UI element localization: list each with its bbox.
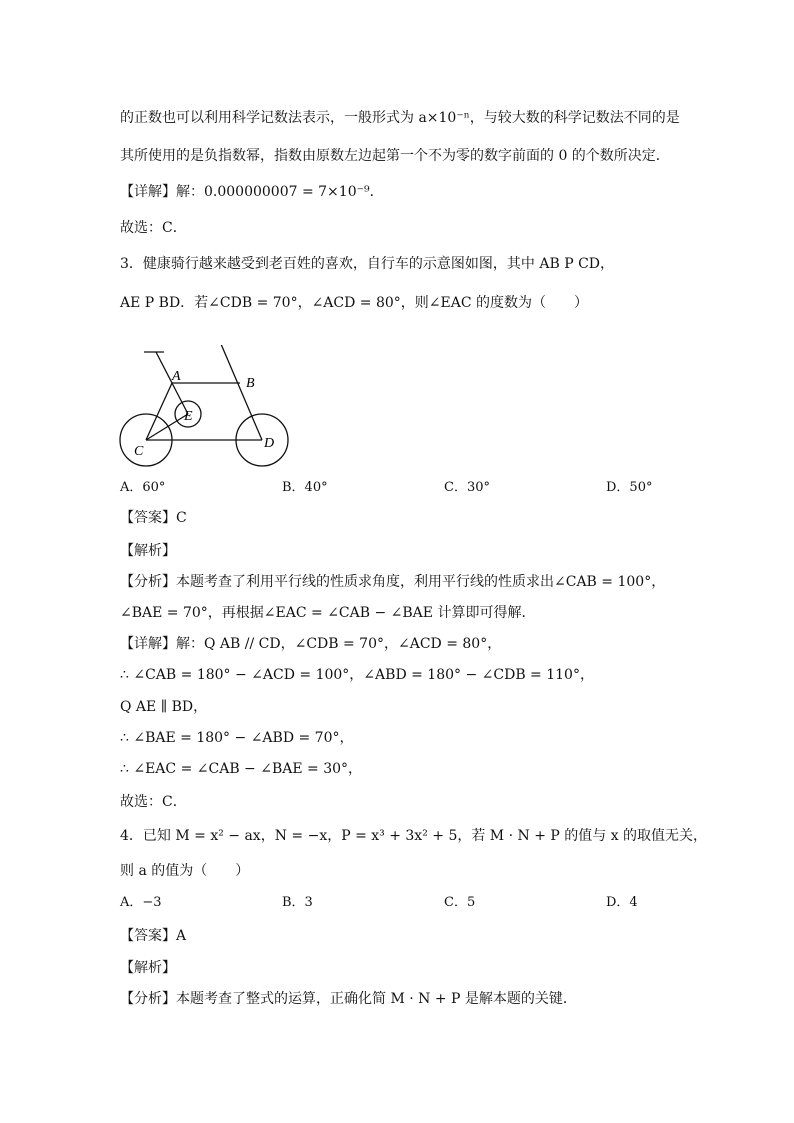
text-line: 【解析】: [120, 960, 176, 976]
text-line: 故选：C．: [120, 794, 187, 810]
text-line: AE P BD．若∠CDB = 70°，∠ACD = 80°，则∠EAC 的度数为（ ）: [120, 295, 589, 311]
text-line: 其所使用的是负指数幂，指数由原数左边起第一个不为零的数字前面的 0 的个数所决定．: [120, 148, 670, 164]
text-line: 故选：C．: [120, 220, 187, 236]
text-line: ∠BAE = 70°，再根据∠EAC = ∠CAB − ∠BAE 计算即可得解．: [120, 605, 536, 621]
text-line: ∴ ∠EAC = ∠CAB − ∠BAE = 30°，: [120, 761, 363, 777]
label-c: C: [134, 444, 144, 459]
answer-option: D．50°: [606, 480, 653, 495]
text-line: 【答案】C: [120, 510, 187, 526]
text-line: 则 a 的值为（ ）: [120, 863, 250, 879]
text-line: 【详解】解：Q AB // CD，∠CDB = 70°，∠ACD = 80°，: [120, 636, 502, 652]
stem: [156, 352, 172, 383]
text-line: ∴ ∠CAB = 180° − ∠ACD = 100°，∠ABD = 180° − ∠CDB = 110°，: [120, 667, 594, 683]
text-line: Q AE ∥ BD，: [120, 699, 208, 715]
text-line: 【详解】解：0.000000007 = 7×10⁻⁹．: [120, 184, 384, 200]
text-line: ∴ ∠BAE = 180° − ∠ABD = 70°，: [120, 730, 354, 746]
text-line: 【分析】本题考查了整式的运算，正确化简 M · N + P 是解本题的关键．: [120, 991, 577, 1007]
label-d: D: [264, 436, 275, 451]
label-a: A: [172, 369, 181, 384]
text-line: 【答案】A: [120, 928, 187, 944]
bicycle-diagram: [112, 345, 302, 475]
answer-option: B．40°: [282, 480, 328, 495]
answer-option: B．3: [282, 895, 313, 910]
label-b: B: [246, 376, 255, 391]
text-line: 【解析】: [120, 543, 176, 559]
answer-option: C．5: [444, 895, 476, 910]
answer-option: A．60°: [120, 480, 166, 495]
answer-option: C．30°: [444, 480, 490, 495]
answer-option: D．4: [606, 895, 638, 910]
text-line: 的正数也可以利用科学记数法表示，一般形式为 a×10⁻ⁿ，与较大数的科学记数法不同的是: [120, 110, 680, 126]
text-line: 【分析】本题考查了利用平行线的性质求角度，利用平行线的性质求出∠CAB = 100°，: [120, 574, 666, 590]
answer-option: A．−3: [120, 895, 162, 910]
text-line: 3．健康骑行越来越受到老百姓的喜欢，自行车的示意图如图，其中 AB P CD，: [120, 256, 615, 272]
text-line: 4．已知 M = x² − ax，N = −x，P = x³ + 3x² + 5，若 M · N + P 的值与 x 的取值无关，: [120, 828, 708, 844]
label-e: E: [184, 409, 193, 424]
